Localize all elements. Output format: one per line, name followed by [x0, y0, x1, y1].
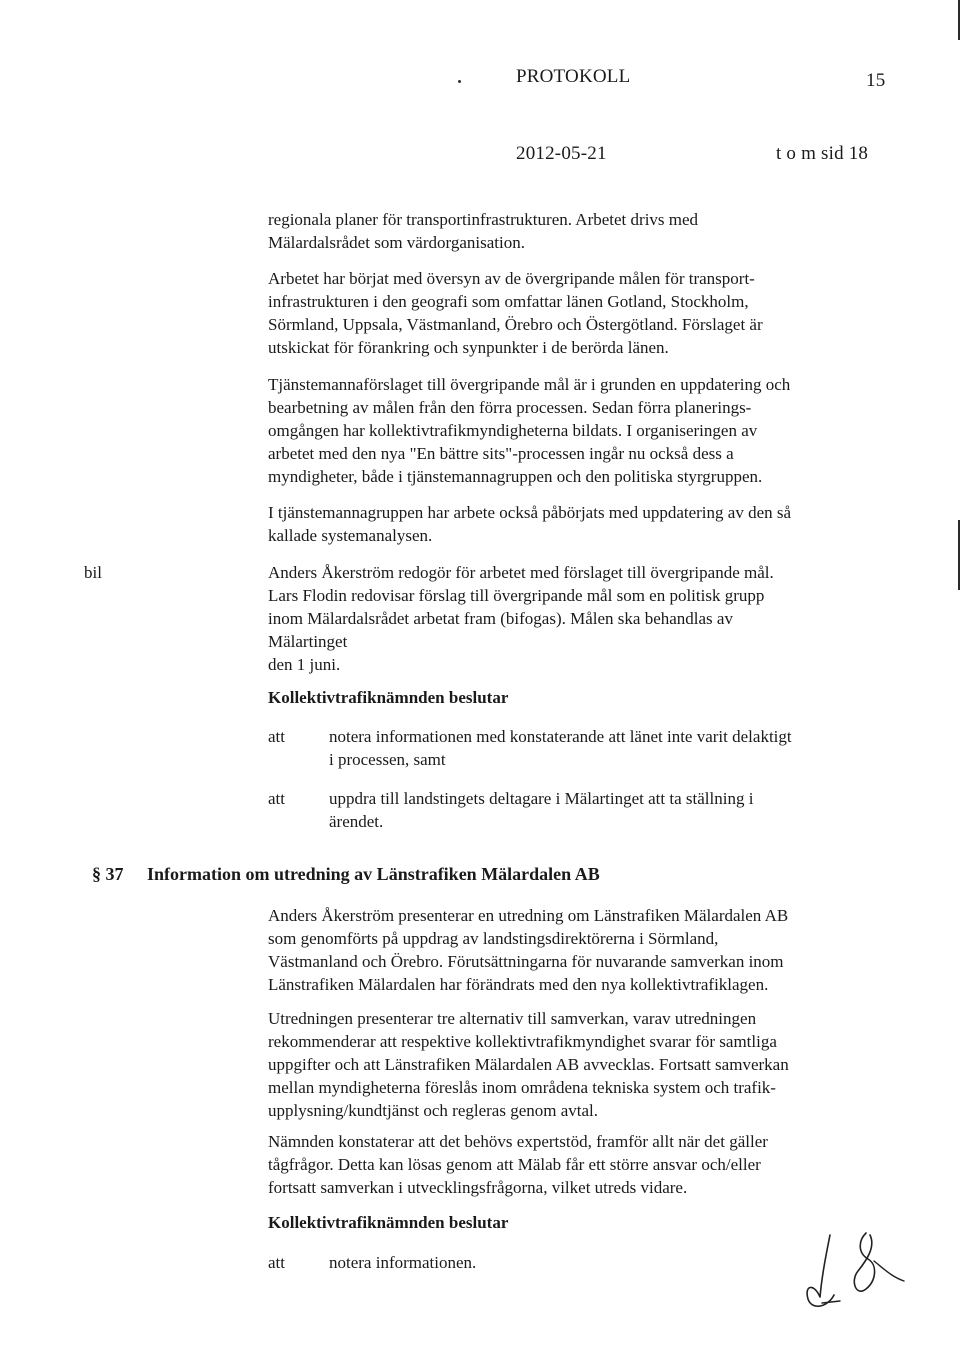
page-number: 15 [866, 70, 886, 91]
decision-item-text: notera informationen med konstaterande att länet inte varit delaktigt i processen, samt [329, 727, 792, 769]
section-decision-text: notera informationen. [329, 1253, 477, 1272]
paragraph-official-proposal: Tjänstemannaförslaget till övergripande mål är i grunden en uppdatering och bearbetning av målen från den förra processen. Sedan förra planerings- omgången har kollektivtrafikmyndigheterna bildats. I organiseringen av arbetet med den nya "En bättre sits"-processen ingår nu också dess a myndigheter, både i tjänstemannagruppen och den politiska styrgruppen. [268, 375, 791, 486]
paragraph-system-analysis: I tjänstemannagruppen har arbete också påbörjats med uppdatering av den så kallade systemanalysen. [268, 503, 792, 545]
section-decision-label: att [268, 1253, 285, 1272]
handwritten-initials [800, 1225, 910, 1315]
section-title: Information om utredning av Länstrafiken Mälardalen AB [147, 864, 600, 884]
section-paragraph-investigation: Anders Åkerström presenterar en utredning om Länstrafiken Mälardalen AB som genomförts på uppdrag av landstingsdirektörerna i Sörmland, Västmanland och Örebro. Förutsättningarna för nuvarande samverkan inom Länstrafiken Mälardalen har förändrats med den nya kollektivtrafiklagen. [268, 906, 789, 994]
paragraph-goal-review: Arbetet har börjat med översyn av de övergripande målen för transport- infrastrukturen i den geografi som omfattar länen Gotland, Stockholm, Sörmland, Uppsala, Västmanland, Örebro och Östergötland. Förslaget är utskickat för förankring och synpunkter i de berörda länen. [268, 269, 763, 357]
section-number: § 37 [92, 864, 124, 884]
document-title: PROTOKOLL [516, 66, 631, 87]
section-paragraph-alternatives: Utredningen presenterar tre alternativ till samverkan, varav utredningen rekommenderar att respektive kollektivtrafikmyndighet svarar för samtliga uppgifter och att Länstrafiken Mälardalen AB avvecklas. Fortsatt samverkan mellan myndigheterna föreslås inom områdena tekniska system och trafik- upplysning/kundtjänst och regleras genom avtal. [268, 1009, 789, 1120]
decision-heading: Kollektivtrafiknämnden beslutar [268, 688, 509, 707]
section-decision-heading: Kollektivtrafiknämnden beslutar [268, 1213, 509, 1232]
paragraph-regional-plans: regionala planer för transportinfrastrukturen. Arbetet drivs med Mälardalsrådet som värdorganisation. [268, 210, 699, 252]
decision-item-label: att [268, 727, 285, 746]
margin-note: bil [84, 563, 102, 582]
page-range: t o m sid 18 [776, 143, 869, 164]
meeting-date: 2012-05-21 [516, 143, 607, 164]
section-paragraph-expert-support: Nämnden konstaterar att det behövs expertstöd, framför allt när det gäller tågfrågor. Detta kan lösas genom att Mälab får ett större ansvar och/eller fortsatt samverkan i utvecklingsfrågorna, vilket utreds vidare. [268, 1132, 768, 1197]
decision-item-label: att [268, 789, 285, 808]
decision-item-text: uppdra till landstingets deltagare i Mälartinget att ta ställning i ärendet. [329, 789, 754, 831]
header-dot [458, 70, 461, 83]
paragraph-presentation: Anders Åkerström redogör för arbetet med förslaget till övergripande mål. Lars Flodin redovisar förslag till övergripande mål som en politisk grupp inom Mälardalsrådet arbetat fram (bifogas). Målen ska behandlas av Mälartinget den 1 juni. [268, 563, 774, 674]
